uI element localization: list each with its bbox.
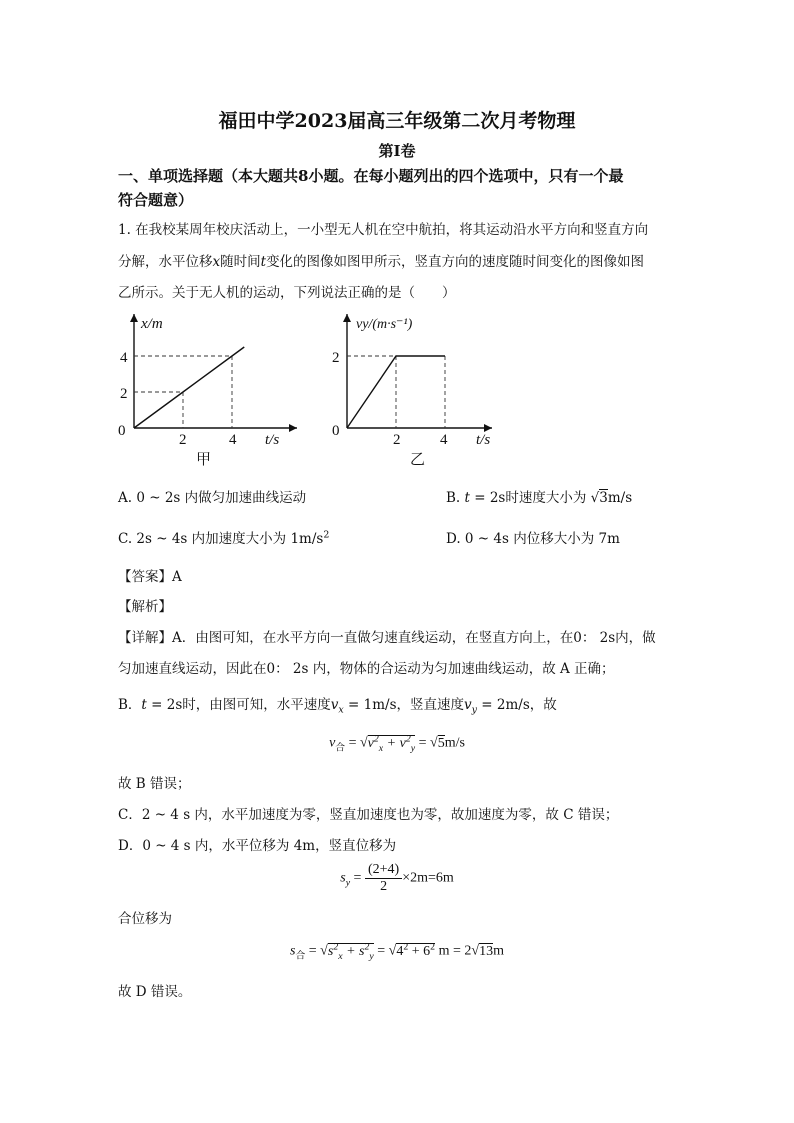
var: + v <box>383 735 406 751</box>
answer: 【答案】A <box>118 569 182 585</box>
option-d: D. 0 ~ 4s 内位移大小为 7m <box>446 531 620 547</box>
radicand: 3 <box>599 490 608 506</box>
var: v <box>367 735 374 751</box>
var-t: t <box>464 490 470 506</box>
op: = <box>345 735 360 751</box>
chart-caption: 甲 <box>196 452 212 468</box>
x-tick-4: 4 <box>229 432 237 448</box>
unit: m/s <box>444 735 465 751</box>
detail-d-line: D．0 ~ 4 s 内，水平位移为 4m，竖直位移为 <box>118 838 397 854</box>
section-heading-line1: 一、单项选择题（本大题共8小题。在每小题列出的四个选项中，只有一个最 <box>118 167 624 185</box>
value: = 1m/s <box>343 697 397 713</box>
equation-velocity: $v_合 = √v^2_x + v^2_y = √5m/s$ <box>329 733 465 754</box>
equation-combined: $s_合 = √s^2_x + s^2_y = √4^2 + 6^2$ m = 2√13m <box>290 941 504 962</box>
option-a: A. 0 ~ 2s 内做匀加速曲线运动 <box>118 490 307 506</box>
option-b-label: B. <box>446 490 465 506</box>
sub: x <box>338 704 344 716</box>
option-c-text: C. 2s ~ 4s 内加速度大小为 1m/s <box>118 531 324 547</box>
chart-yi <box>330 308 510 468</box>
detail-b-conclusion: 故 B 错误； <box>118 776 191 792</box>
radicand: 13 <box>479 943 494 959</box>
text: ，竖直速度 <box>396 697 465 713</box>
denominator: 2 <box>380 879 388 894</box>
y-axis-label: x/m <box>141 316 163 332</box>
page-title: 福田中学2023届高三年级第二次月考物理 <box>218 110 576 132</box>
section-heading-line2: 符合题意） <box>118 191 194 209</box>
text: = 2s时，由图可知，水平速度 <box>146 697 331 713</box>
x-axis-label: t/s <box>476 432 491 448</box>
text: ，故 <box>529 697 557 713</box>
y-tick-4: 4 <box>120 350 128 366</box>
radicand: 5 <box>437 735 445 751</box>
var-x: x <box>212 254 221 270</box>
op: = <box>373 943 389 959</box>
unit: m/s <box>607 490 633 506</box>
equation-sy: $s_y$ = $\frac{(2+4)}{2}$ ×2m=6m <box>340 862 454 894</box>
value: m = 2 <box>435 943 472 959</box>
x-axis-arrow <box>289 424 297 432</box>
x-tick-2: 2 <box>179 432 187 448</box>
chart-caption: 乙 <box>410 452 426 468</box>
combined-label: 合位移为 <box>118 911 172 927</box>
y-axis-label: vy/(m·s⁻¹) <box>356 317 413 332</box>
volume-label: 第I卷 <box>378 142 416 160</box>
y-axis-arrow <box>343 314 351 322</box>
detail-a-line2: 匀加速直线运动，因此在0： 2s 内，物体的合运动为匀加速曲线运动，故 A 正确； <box>118 661 615 677</box>
sub: y <box>345 877 351 889</box>
analysis-label: 【解析】 <box>118 599 172 615</box>
var: s <box>340 870 346 886</box>
fraction <box>365 862 402 895</box>
option-b-text: = 2s时速度大小为 <box>469 490 591 506</box>
var: s <box>327 943 334 959</box>
y-axis-arrow <box>130 314 138 322</box>
sub: y <box>471 704 477 716</box>
x-axis-arrow <box>484 424 492 432</box>
option-b: B. t = 2s时速度大小为 √3m/s <box>446 490 633 506</box>
value: 4 <box>396 943 404 959</box>
exponent: 2 <box>323 529 330 541</box>
value: ×2m=6m <box>402 870 454 886</box>
chart-jia <box>112 308 302 468</box>
sub: y <box>369 950 374 962</box>
question-text: 变化的图像如图甲所示，竖直方向的速度随时间变化的图像如图 <box>266 254 645 270</box>
x-tick-4: 4 <box>440 432 448 448</box>
radicand: $4^2 + 6^2$ <box>396 941 436 959</box>
dashed-guides <box>347 356 445 428</box>
y-tick-2: 2 <box>332 350 340 366</box>
origin-label: 0 <box>332 423 340 439</box>
var-v: v <box>464 697 472 713</box>
question-line3: 乙所示。关于无人机的运动，下列说法正确的是（ ） <box>118 285 456 301</box>
var-t: t <box>141 697 147 713</box>
question-text: 分解，水平位移 <box>118 254 213 270</box>
radicand: $s^2_x + s^2_y$ <box>327 941 374 962</box>
value: + 6 <box>408 943 431 959</box>
var: v <box>329 735 336 751</box>
question-line2 <box>118 250 644 270</box>
unit: m <box>493 943 504 959</box>
sub: y <box>410 742 416 754</box>
x-tick-2: 2 <box>393 432 401 448</box>
numerator: (2+4) <box>365 862 402 879</box>
sub: 合 <box>335 742 346 754</box>
sub: x <box>338 950 343 962</box>
sub: 合 <box>295 950 306 962</box>
sub: x <box>378 742 384 754</box>
op: = <box>415 735 430 751</box>
y-tick-2: 2 <box>120 386 128 402</box>
var: + s <box>342 943 365 959</box>
series-line <box>134 347 244 428</box>
text: B． <box>118 697 142 713</box>
var-t: t <box>260 254 267 270</box>
detail-d-conclusion: 故 D 错误。 <box>118 984 192 1000</box>
origin-label: 0 <box>118 423 126 439</box>
var: s <box>290 943 296 959</box>
detail-a-line1: 【详解】A．由图可知，在水平方向一直做匀速直线运动，在竖直方向上，在0： 2s内，做 <box>118 630 656 646</box>
radicand: $v^2_x + v^2_y$ <box>367 733 416 754</box>
question-text: 随时间 <box>220 254 261 270</box>
x-axis-label: t/s <box>265 432 280 448</box>
question-line1: 1. 在我校某周年校庆活动上，一小型无人机在空中航拍，将其运动沿水平方向和竖直方向 <box>118 222 649 238</box>
var-v: v <box>330 697 339 713</box>
detail-c-line: C．2 ~ 4 s 内，水平加速度为零，竖直加速度也为零，故加速度为零，故 C 错误； <box>118 807 619 823</box>
value: = 2m/s <box>477 697 530 713</box>
option-c <box>118 527 329 547</box>
detail-b-line <box>118 693 557 716</box>
